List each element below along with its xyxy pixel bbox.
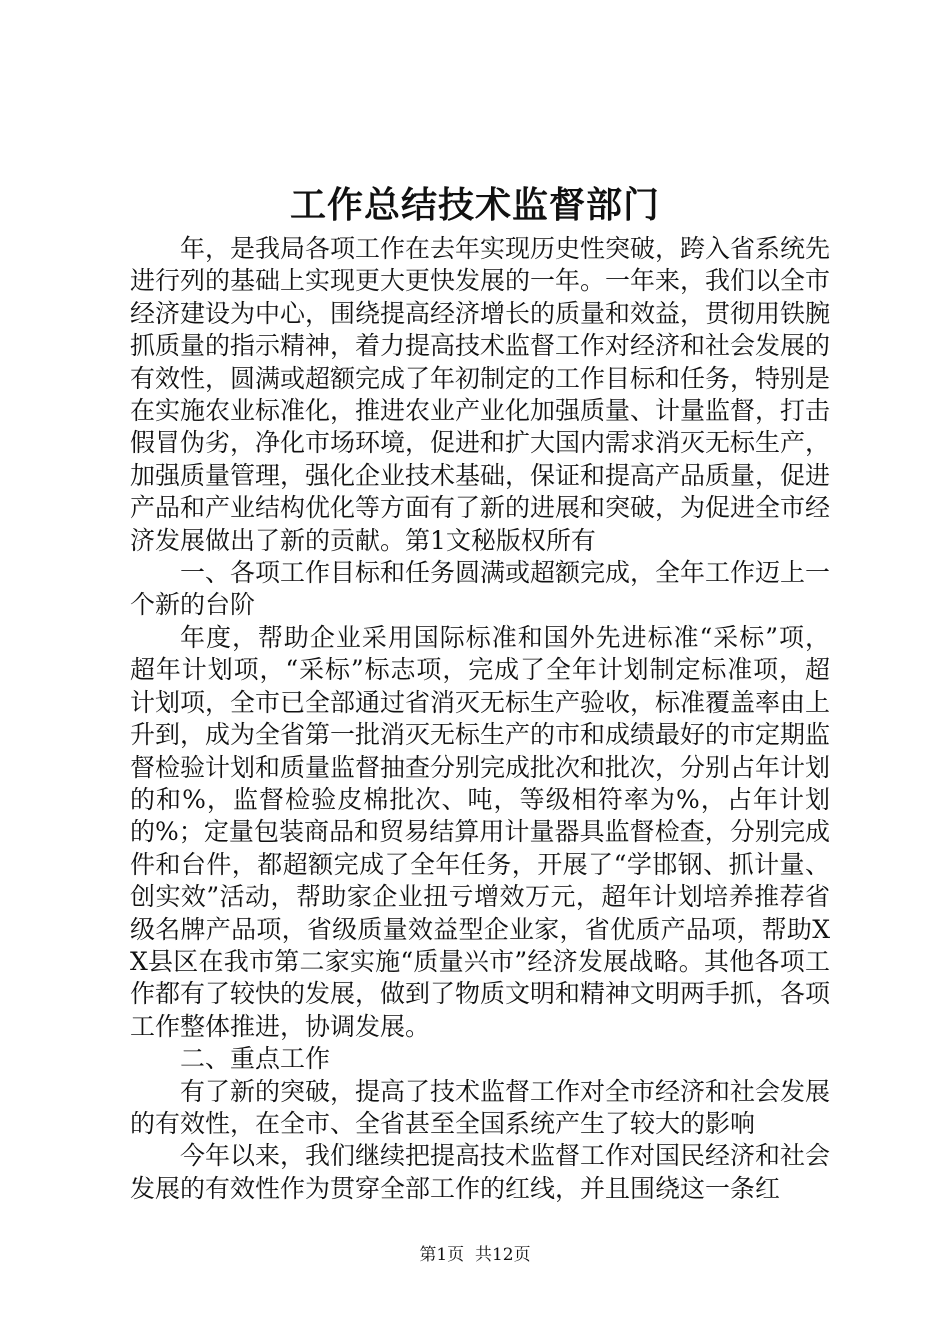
paragraph-breakthrough: 有了新的突破，提高了技术监督工作对全市经济和社会发展的有效性，在全市、全省甚至全国系统产生了较大的影响 xyxy=(130,1076,831,1138)
page-number-footer: 第1页 共12页 xyxy=(419,1245,531,1265)
paragraph-intro: 年，是我局各项工作在去年实现历史性突破，跨入省系统先进行列的基础上实现更大更快发展的一年。一年来，我们以全市经济建设为中心，围绕提高经济增长的质量和效益，贯彻用铁腕抓质量的指示精神，着力提高技术监督工作对经济和社会发展的有效性，圆满或超额完成了年初制定的工作目标和任务，特别是在实施农业标准化，推进农业产业化加强质量、计量监督，打击假冒伪劣，净化市场环境，促进和扩大国内需求消灭无标生产，加强质量管理，强化企业技术基础，保证和提高产品质量，促进产品和产业结构优化等方面有了新的进展和突破，为促进全市经济发展做出了新的贡献。第1文秘版权所有 xyxy=(130,234,831,555)
document-title: 工作总结技术监督部门 xyxy=(289,184,660,226)
paragraph-achievements: 年度，帮助企业采用国际标准和国外先进标准“采标”项，超年计划项，“采标”标志项，完成了全年计划制定标准项，超计划项，全市已全部通过省消灭无标生产验收，标准覆盖率由上升到，成为全省第一批消灭无标生产的市和成绩最好的市定期监督检验计划和质量监督抽查分别完成批次和批次，分别占年计划的和%，监督检验皮棉批次、吨，等级相符率为%，占年计划的%；定量包装商品和贸易结算用计量器具监督检查，分别完成件和台件，都超额完成了全年任务，开展了“学邯钢、抓计量、创实效”活动，帮助家企业扭亏增效万元，超年计划培养推荐省级名牌产品项，省级质量效益型企业家，省优质产品项，帮助XX县区在我市第二家实施“质量兴市”经济发展战略。其他各项工作都有了较快的发展，做到了物质文明和精神文明两手抓，各项工作整体推进，协调发展。 xyxy=(130,622,831,1041)
document-body xyxy=(130,233,830,1205)
heading-section-1: 一、各项工作目标和任务圆满或超额完成，全年工作迈上一个新的台阶 xyxy=(130,558,831,620)
paragraph-continuing: 今年以来，我们继续把提高技术监督工作对国民经济和社会发展的有效性作为贯穿全部工作的红线，并且围绕这一条红 xyxy=(130,1141,831,1203)
heading-section-2: 二、重点工作 xyxy=(180,1044,331,1074)
